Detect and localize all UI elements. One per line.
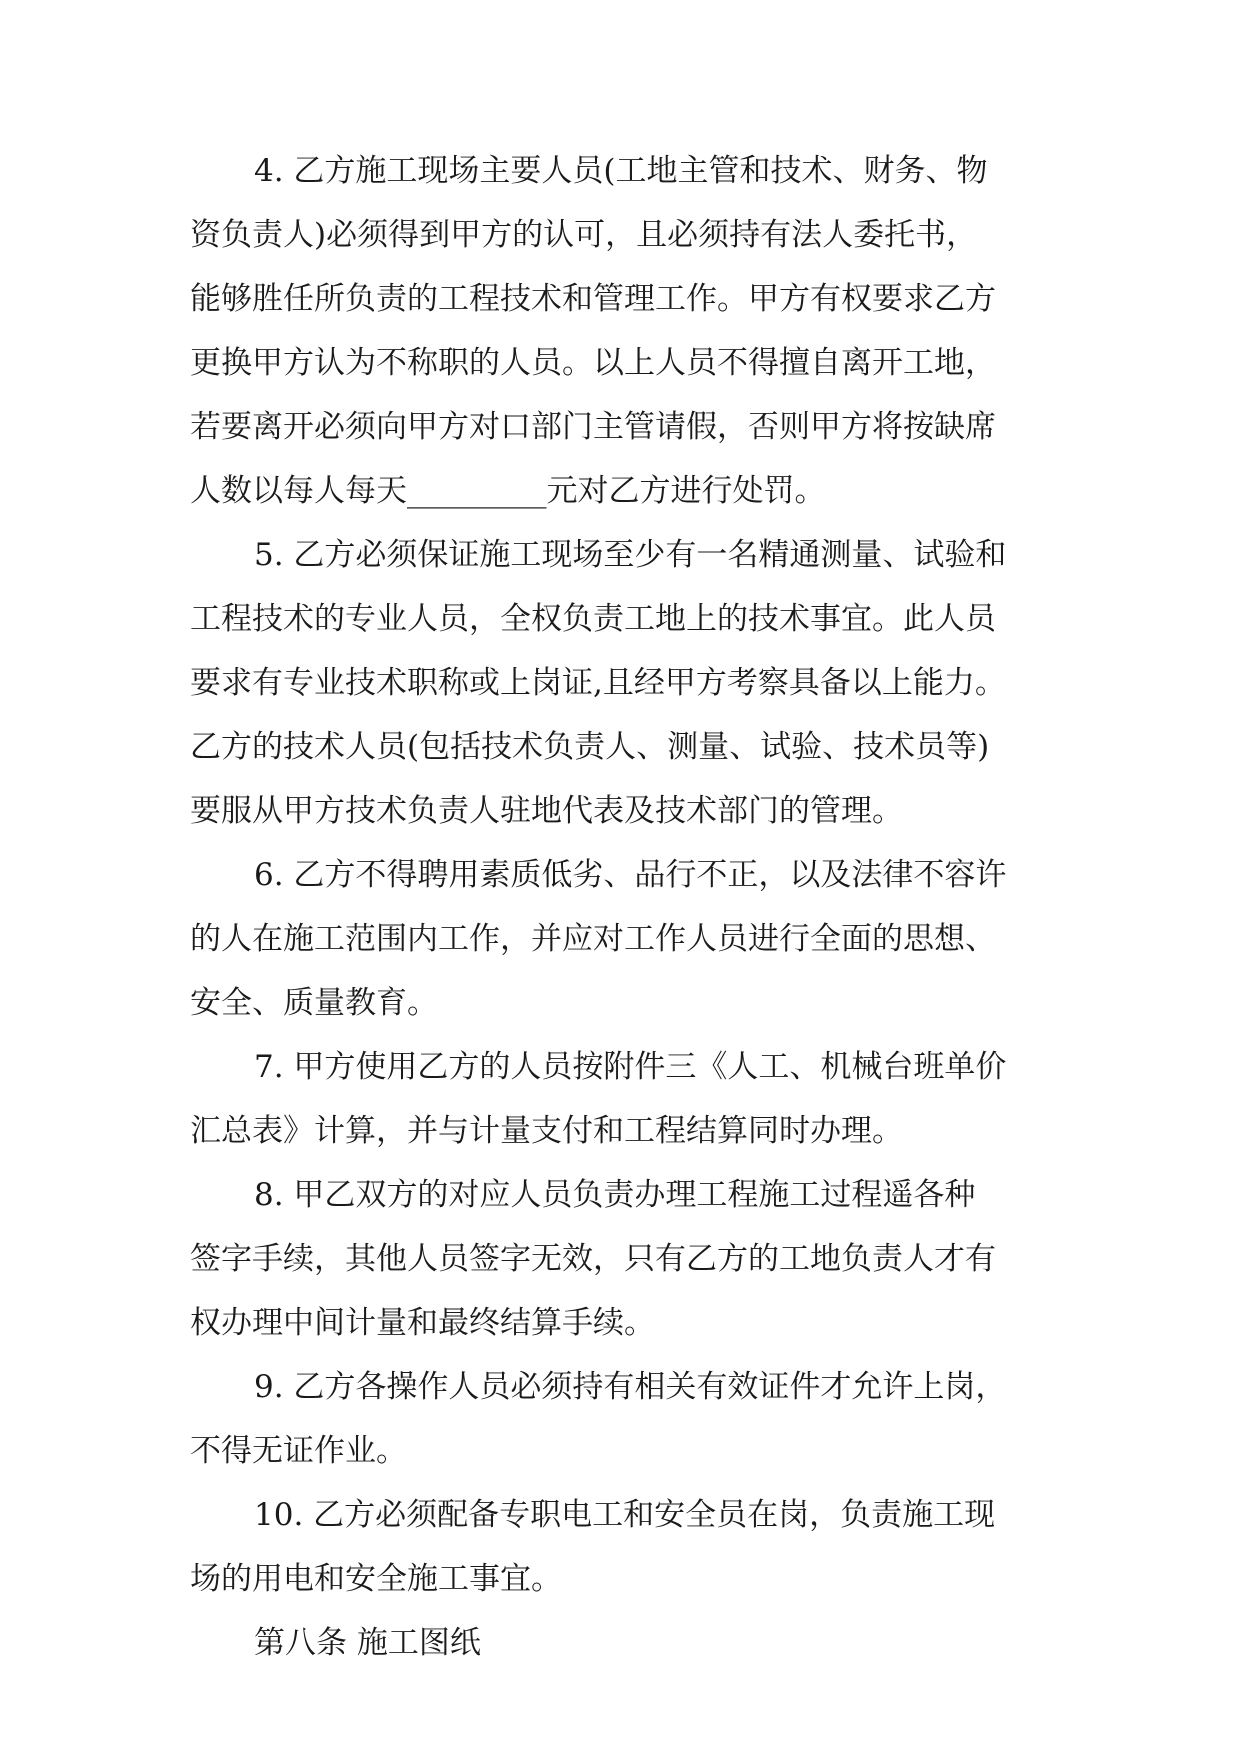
text-line: 9. 乙方各操作人员必须持有相关有效证件才允许上岗，	[254, 1369, 1007, 1405]
text-line: 不得无证作业。	[190, 1433, 407, 1469]
text-line: 工程技术的专业人员，全权负责工地上的技术事宜。此人员	[190, 601, 996, 637]
text-line: 若要离开必须向甲方对口部门主管请假，否则甲方将按缺席	[190, 409, 996, 445]
text-line: 乙方的技术人员(包括技术负责人、测量、试验、技术员等)	[190, 729, 990, 765]
text-line: 6. 乙方不得聘用素质低劣、品行不正，以及法律不容许	[254, 857, 1007, 893]
text-line: 资负责人)必须得到甲方的认可，且必须持有法人委托书，	[190, 217, 978, 253]
text-line: 要服从甲方技术负责人驻地代表及技术部门的管理。	[190, 793, 903, 829]
text-line: 要求有专业技术职称或上岗证,且经甲方考察具备以上能力。	[190, 665, 1006, 701]
text-line: 场的用电和安全施工事宜。	[190, 1561, 562, 1597]
text-line: 更换甲方认为不称职的人员。以上人员不得擅自离开工地，	[190, 345, 996, 381]
text-line: 权办理中间计量和最终结算手续。	[190, 1305, 655, 1341]
section-heading: 第八条 施工图纸	[254, 1625, 481, 1661]
text-line: 5. 乙方必须保证施工现场至少有一名精通测量、试验和	[254, 537, 1007, 573]
text-line: 的人在施工范围内工作，并应对工作人员进行全面的思想、	[190, 921, 996, 957]
text-line: 7. 甲方使用乙方的人员按附件三《人工、机械台班单价	[254, 1049, 1007, 1085]
text-line: 安全、质量教育。	[190, 985, 438, 1021]
text-line: 10. 乙方必须配备专职电工和安全员在岗，负责施工现	[254, 1497, 996, 1533]
text-line: 能够胜任所负责的工程技术和管理工作。甲方有权要求乙方	[190, 281, 996, 317]
text-line: 人数以每人每天_________元对乙方进行处罚。	[190, 473, 826, 509]
text-line: 8. 甲乙双方的对应人员负责办理工程施工过程遥各种	[254, 1177, 976, 1213]
text-line: 签字手续，其他人员签字无效，只有乙方的工地负责人才有	[190, 1241, 996, 1277]
text-line: 4. 乙方施工现场主要人员(工地主管和技术、财务、物	[254, 153, 988, 189]
text-line: 汇总表》计算，并与计量支付和工程结算同时办理。	[190, 1113, 903, 1149]
